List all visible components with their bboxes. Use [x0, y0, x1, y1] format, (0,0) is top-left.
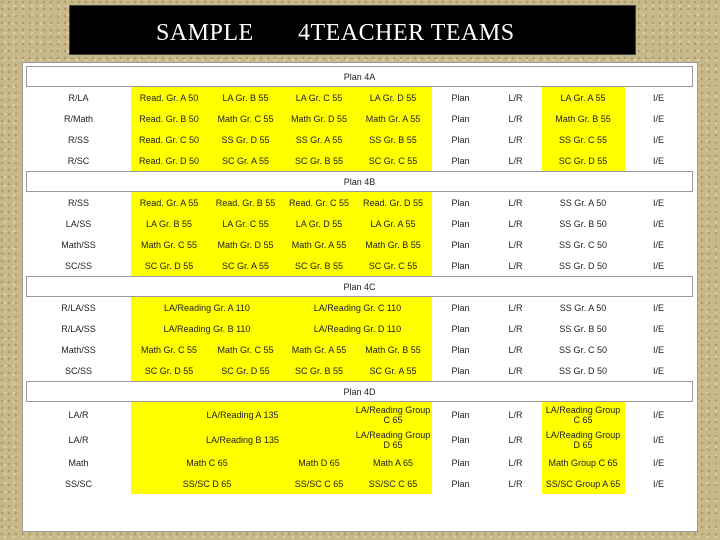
lr-cell: L/R	[508, 365, 523, 376]
class-cell: SC Gr. B 55	[284, 150, 355, 172]
class-cell: Math Gr. C 55	[208, 339, 284, 360]
ie-cell: I/E	[653, 302, 665, 313]
lr-cell: L/R	[508, 457, 523, 468]
table-row	[27, 150, 693, 172]
class-cell: Math A 65	[355, 452, 432, 473]
class-cell: SS/SC Group A 65	[542, 473, 625, 494]
class-cell: Math Gr. A 55	[284, 234, 355, 255]
plan-cell: Plan	[451, 365, 470, 376]
table-row	[27, 360, 693, 382]
plan-cell: Plan	[451, 344, 470, 355]
title-banner	[69, 5, 636, 55]
class-cell: SC Gr. D 55	[542, 150, 625, 172]
class-cell: SS/SC C 65	[355, 473, 432, 494]
class-cell: Math Gr. B 55	[355, 234, 432, 255]
ie-cell: I/E	[653, 155, 665, 166]
lr-cell: L/R	[508, 409, 523, 420]
section-heading-4b: Plan 4B	[27, 172, 693, 192]
ie-cell: I/E	[653, 365, 665, 376]
class-cell: SC Gr. D 55	[131, 255, 208, 277]
class-cell: Math Gr. A 55	[284, 339, 355, 360]
class-cell: SC Gr. B 55	[284, 255, 355, 277]
plan-cell: Plan	[451, 218, 470, 229]
row-label: LA/R	[68, 434, 89, 445]
ie-cell: I/E	[653, 218, 665, 229]
ie-cell: I/E	[653, 478, 665, 489]
ie-cell: I/E	[653, 113, 665, 124]
ie-cell: I/E	[653, 434, 665, 445]
ie-cell: I/E	[653, 260, 665, 271]
class-cell: SS Gr. D 50	[558, 365, 608, 376]
lr-cell: L/R	[508, 323, 523, 334]
class-cell: LA/Reading Gr. D 110	[284, 318, 432, 339]
class-cell: LA/Reading Group D 65	[355, 427, 432, 452]
table-row	[27, 255, 693, 277]
class-cell: LA/Reading Group C 65	[355, 402, 432, 428]
class-cell: Math Gr. C 55	[131, 339, 208, 360]
class-cell: SC Gr. D 55	[208, 360, 284, 382]
lr-cell: L/R	[508, 113, 523, 124]
plan-cell: Plan	[451, 155, 470, 166]
class-cell: LA Gr. A 55	[542, 87, 625, 109]
class-cell: Math Gr. B 55	[355, 339, 432, 360]
class-cell: SC Gr. B 55	[284, 360, 355, 382]
class-cell: LA/Reading A 135	[131, 402, 355, 428]
table-row	[27, 87, 693, 109]
ie-cell: I/E	[653, 457, 665, 468]
class-cell: LA/Reading B 135	[131, 427, 355, 452]
plan-cell: Plan	[451, 302, 470, 313]
class-cell: Math C 65	[131, 452, 284, 473]
section-heading-4a: Plan 4A	[27, 67, 693, 87]
ie-cell: I/E	[653, 239, 665, 250]
plan-cell: Plan	[451, 434, 470, 445]
plan-cell: Plan	[451, 323, 470, 334]
plan-cell: Plan	[451, 260, 470, 271]
table-row	[27, 297, 693, 319]
class-cell: SS Gr. B 50	[559, 323, 607, 334]
lr-cell: L/R	[508, 134, 523, 145]
row-label: R/SS	[67, 197, 89, 208]
plan-cell: Plan	[451, 113, 470, 124]
lr-cell: L/R	[508, 197, 523, 208]
row-label: Math/SS	[61, 239, 96, 250]
class-cell: SS Gr. C 50	[558, 344, 608, 355]
class-cell: Math Gr. C 55	[208, 108, 284, 129]
plan-cell: Plan	[451, 409, 470, 420]
class-cell: SC Gr. C 55	[355, 150, 432, 172]
class-cell: Read. Gr. C 55	[284, 192, 355, 214]
class-cell: LA/Reading Gr. C 110	[284, 297, 432, 319]
class-cell: SS Gr. A 55	[284, 129, 355, 150]
class-cell: LA Gr. B 55	[131, 213, 208, 234]
class-cell: LA Gr. C 55	[208, 213, 284, 234]
class-cell: LA Gr. A 55	[355, 213, 432, 234]
lr-cell: L/R	[508, 239, 523, 250]
class-cell: Read. Gr. C 50	[131, 129, 208, 150]
lr-cell: L/R	[508, 344, 523, 355]
plan-cell: Plan	[451, 457, 470, 468]
class-cell: LA Gr. D 55	[284, 213, 355, 234]
ie-cell: I/E	[653, 92, 665, 103]
class-cell: Math Gr. D 55	[208, 234, 284, 255]
table-row	[27, 108, 693, 129]
row-label: Math/SS	[61, 344, 96, 355]
lr-cell: L/R	[508, 155, 523, 166]
section-heading-4c: Plan 4C	[27, 277, 693, 297]
class-cell: Read. Gr. B 50	[131, 108, 208, 129]
class-cell: LA Gr. B 55	[208, 87, 284, 109]
class-cell: Read. Gr. B 55	[208, 192, 284, 214]
table-row	[27, 473, 693, 494]
class-cell: SS Gr. A 50	[559, 302, 607, 313]
plan-cell: Plan	[451, 134, 470, 145]
table-row	[27, 129, 693, 150]
class-cell: SS/SC D 65	[131, 473, 284, 494]
class-cell: Math Gr. B 55	[542, 108, 625, 129]
class-cell: SS Gr. A 50	[559, 197, 607, 208]
row-label: R/SS	[67, 134, 89, 145]
ie-cell: I/E	[653, 323, 665, 334]
class-cell: SC Gr. A 55	[355, 360, 432, 382]
class-cell: SS Gr. B 55	[355, 129, 432, 150]
row-label: SC/SS	[64, 365, 92, 376]
row-label: R/LA	[68, 92, 89, 103]
class-cell: Read. Gr. A 55	[131, 192, 208, 214]
class-cell: Math Gr. D 55	[284, 108, 355, 129]
class-cell: SS/SC C 65	[284, 473, 355, 494]
class-cell: Math D 65	[284, 452, 355, 473]
lr-cell: L/R	[508, 260, 523, 271]
class-cell: LA/Reading Gr. B 110	[131, 318, 284, 339]
class-cell: Read. Gr. D 50	[131, 150, 208, 172]
plan-cell: Plan	[451, 478, 470, 489]
row-label: LA/R	[68, 409, 89, 420]
class-cell: Math Group C 65	[542, 452, 625, 473]
table-row	[27, 318, 693, 339]
lr-cell: L/R	[508, 478, 523, 489]
section-heading-4d: Plan 4D	[27, 382, 693, 402]
row-label: SC/SS	[64, 260, 92, 271]
class-cell: SS Gr. B 50	[559, 218, 607, 229]
ie-cell: I/E	[653, 344, 665, 355]
class-cell: SS Gr. D 50	[558, 260, 608, 271]
class-cell: SS Gr. C 50	[558, 239, 608, 250]
class-cell: LA/Reading Group D 65	[542, 427, 625, 452]
lr-cell: L/R	[508, 434, 523, 445]
class-cell: SS Gr. D 55	[208, 129, 284, 150]
row-label: R/Math	[63, 113, 93, 124]
plan-cell: Plan	[451, 239, 470, 250]
class-cell: SC Gr. C 55	[355, 255, 432, 277]
class-cell: SC Gr. D 55	[131, 360, 208, 382]
table-row	[27, 213, 693, 234]
class-cell: SC Gr. A 55	[208, 255, 284, 277]
lr-cell: L/R	[508, 218, 523, 229]
class-cell: LA/Reading Group C 65	[542, 402, 625, 428]
ie-cell: I/E	[653, 197, 665, 208]
class-cell: Math Gr. A 55	[355, 108, 432, 129]
table-row	[27, 192, 693, 214]
class-cell: Math Gr. C 55	[131, 234, 208, 255]
table-row	[27, 427, 693, 452]
ie-cell: I/E	[653, 409, 665, 420]
plan-cell: Plan	[451, 197, 470, 208]
row-label: R/LA/SS	[61, 323, 96, 334]
lr-cell: L/R	[508, 92, 523, 103]
ie-cell: I/E	[653, 134, 665, 145]
row-label: LA/SS	[65, 218, 92, 229]
class-cell: LA Gr. D 55	[355, 87, 432, 109]
schedule-table	[26, 66, 693, 494]
class-cell: Read. Gr. A 50	[131, 87, 208, 109]
plan-cell: Plan	[451, 92, 470, 103]
title-part-sample: SAMPLE	[156, 20, 254, 46]
row-label: SS/SC	[64, 478, 92, 489]
table-row	[27, 452, 693, 473]
row-label: Math	[68, 457, 89, 468]
class-cell: SS Gr. C 55	[542, 129, 625, 150]
table-row	[27, 339, 693, 360]
class-cell: LA Gr. C 55	[284, 87, 355, 109]
table-row	[27, 234, 693, 255]
title-part-teacher-teams: 4TEACHER TEAMS	[298, 20, 515, 46]
row-label: R/SC	[67, 155, 90, 166]
class-cell: LA/Reading Gr. A 110	[131, 297, 284, 319]
lr-cell: L/R	[508, 302, 523, 313]
class-cell: SC Gr. A 55	[208, 150, 284, 172]
class-cell: Read. Gr. D 55	[355, 192, 432, 214]
row-label: R/LA/SS	[61, 302, 96, 313]
table-row	[27, 402, 693, 428]
